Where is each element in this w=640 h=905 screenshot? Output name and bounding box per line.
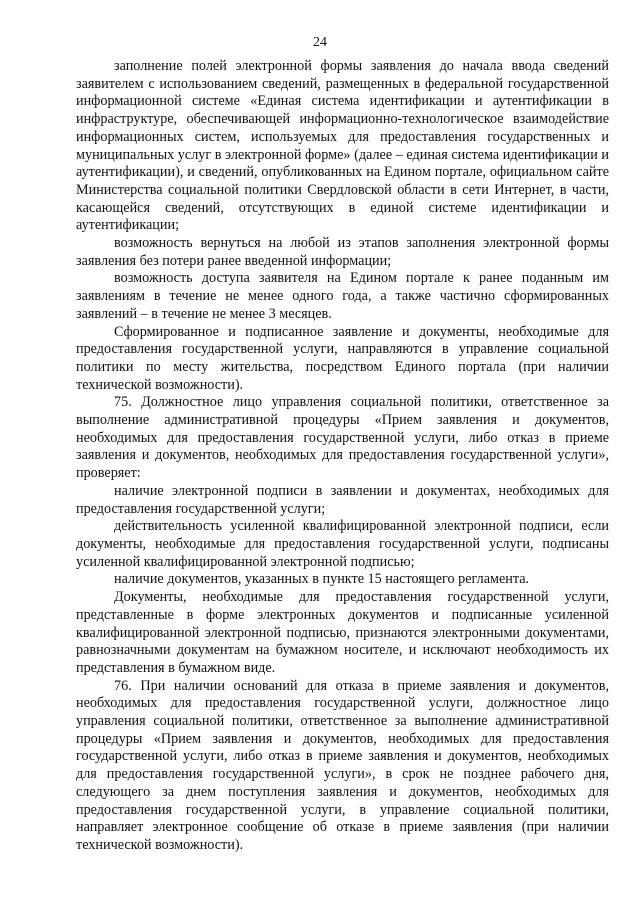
paragraph: Документы, необходимые для предоставления государственной услуги, представленные в форме электронных документов и подписанные усиленной квалифицированной электронной подписью, признаются электронными документами, равнозначными документам на бумажном носителе, и исключают необходимость их представления в бумажном виде. [76, 589, 609, 676]
paragraph: 76. При наличии оснований для отказа в приеме заявления и документов, необходимых для предоставления государственной услуги, должностное лицо управления социальной политики, ответственное за выполнение административной процедуры «Прием заявления и документов, необходимых для предоставления государственной услуги, либо отказ в приеме заявления и документов, необходимых для предоставления государственной услуги», в срок не позднее рабочего дня, следующего за днем поступления заявления и документов, необходимых для предоставления государственной услуги, в управление социальной политики, направляет электронное сообщение об отказе в приеме заявления (при наличии технической возможности). [76, 677, 609, 853]
paragraph: Сформированное и подписанное заявление и документы, необходимые для предоставления государственной услуги, направляются в управление социальной политики по месту жительства, посредством Единого портала (при наличии технической возможности). [76, 323, 609, 393]
paragraph: наличие электронной подписи в заявлении и документах, необходимых для предоставления государственной услуги; [76, 482, 609, 517]
paragraph: возможность вернуться на любой из этапов заполнения электронной формы заявления без потери ранее введенной информации; [76, 235, 609, 269]
page-number: 24 [313, 35, 327, 50]
paragraph: наличие документов, указанных в пункте 15 настоящего регламента. [114, 571, 530, 588]
paragraph: 75. Должностное лицо управления социальной политики, ответственное за выполнение административной процедуры «Прием заявления и документов, необходимых для предоставления государственной услуги, либо отказ в приеме заявления и документов, необходимых для предоставления государственной услуги», проверяет: [76, 394, 609, 482]
paragraph: действительность усиленной квалифицированной электронной подписи, если документы, необходимые для предоставления государственной услуги, подписаны усиленной квалифицированной электронной подписью; [76, 518, 609, 570]
document-body [76, 58, 609, 855]
paragraph: заполнение полей электронной формы заявления до начала ввода сведений заявителем с использованием сведений, размещенных в федеральной государственной информационной системе «Единая система идентификации и аутентификации в инфраструктуре, обеспечивающей информационно-технологическое взаимодействие информационных систем, используемых для предоставления государственных и муниципальных услуг в электронной форме» (далее – единая система идентификации и аутентификации), и сведений, опубликованных на Едином портале, официальном сайте Министерства социальной политики Свердловской области в сети Интернет, в части, касающейся сведений, отсутствующих в единой системе идентификации и аутентификации; [76, 58, 609, 234]
paragraph: возможность доступа заявителя на Едином портале к ранее поданным им заявлениям в течение не менее одного года, а также частично сформированных заявлений – в течение не менее 3 месяцев. [76, 270, 609, 322]
